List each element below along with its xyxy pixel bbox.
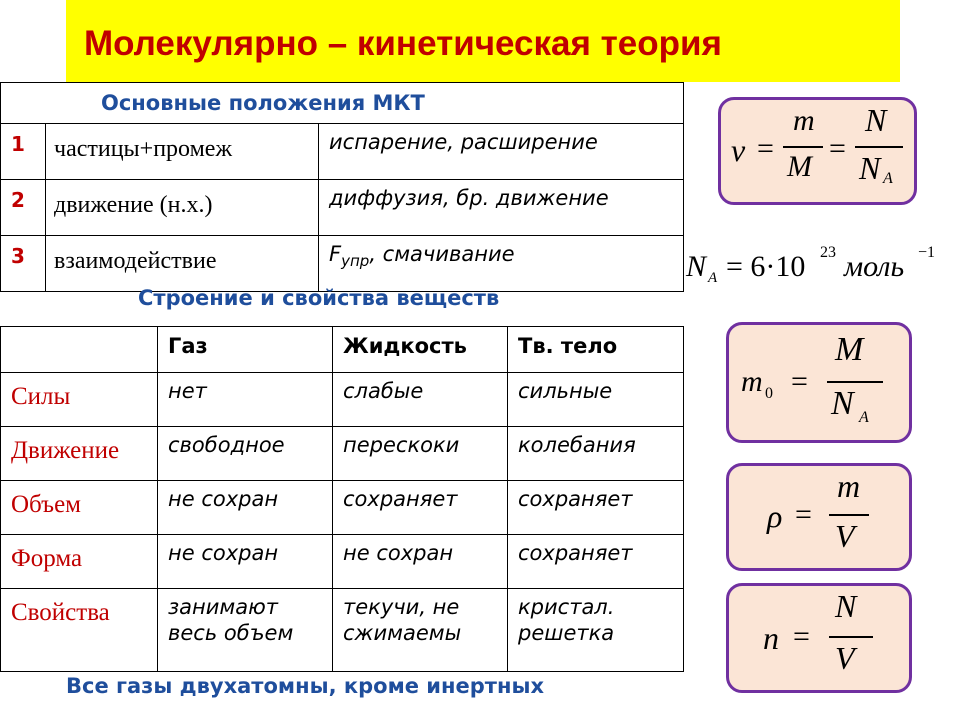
mkt-row-property: частицы+промеж [46, 124, 319, 180]
numerator: M [835, 331, 864, 368]
fraction-line [855, 146, 903, 148]
unit: моль [844, 250, 905, 283]
formula-amount-of-substance [718, 97, 917, 205]
table-cell: кристал. решетка [508, 589, 684, 672]
table-row [1, 373, 684, 427]
column-header-solid: Тв. тело [508, 327, 684, 373]
states-corner-cell [1, 327, 158, 373]
denominator: V [835, 518, 855, 554]
formula-concentration [726, 583, 912, 693]
subscript: A [859, 409, 869, 426]
table-row [1, 589, 684, 672]
avogadro-value: = 6·10 [726, 250, 806, 283]
mkt-heading: Основные положения МКТ [101, 91, 425, 115]
equals-sign: = [757, 132, 774, 165]
page-title: Молекулярно – кинетическая теория [84, 24, 722, 63]
mkt-row-example [319, 236, 684, 292]
mkt-row [1, 124, 684, 180]
table-cell: нет [158, 373, 333, 427]
mkt-row-property: взаимодействие [46, 236, 319, 292]
table-cell: сильные [508, 373, 684, 427]
numerator: N [835, 588, 857, 624]
row-label: Свойства [1, 589, 158, 672]
numerator: m [837, 468, 861, 504]
table-cell: сохраняет [508, 535, 684, 589]
table-cell: свободное [158, 427, 333, 481]
equals-sign: = [791, 365, 808, 398]
fraction-line [783, 146, 823, 148]
rho-symbol: ρ [767, 498, 783, 534]
states-header-row [1, 327, 684, 373]
formula-molecule-mass [726, 322, 912, 443]
footer-note: Все газы двухатомны, кроме инертных [66, 674, 545, 698]
formula-density [726, 463, 912, 571]
denominator: V [835, 640, 855, 676]
table-cell: сохраняет [508, 481, 684, 535]
column-header-liquid: Жидкость [333, 327, 508, 373]
mkt-heading-cell [1, 83, 684, 124]
subscript: A [708, 270, 718, 286]
force-symbol: F [329, 242, 342, 266]
table-row [1, 427, 684, 481]
m-symbol: m [741, 365, 763, 398]
mkt-row-example: диффузия, бр. движение [319, 180, 684, 236]
table-cell: не сохран [333, 535, 508, 589]
row-label: Объем [1, 481, 158, 535]
table-cell: не сохран [158, 535, 333, 589]
table-cell: занимают весь объем [158, 589, 333, 672]
equals-sign: = [829, 132, 846, 165]
table-cell: колебания [508, 427, 684, 481]
table-cell: сохраняет [333, 481, 508, 535]
numerator: N [865, 102, 887, 138]
equals-sign: = [795, 498, 812, 531]
mkt-row-number: 2 [1, 180, 46, 236]
avogadro-symbol: N [686, 250, 707, 283]
subscript: 0 [765, 385, 773, 402]
mkt-row-property: движение (н.х.) [46, 180, 319, 236]
equals-sign: = [793, 620, 810, 653]
mkt-table [0, 82, 684, 292]
nu-symbol: ν [731, 132, 746, 168]
fraction-line [827, 381, 883, 383]
table-cell: текучи, не сжимаемы [333, 589, 508, 672]
table-cell: не сохран [158, 481, 333, 535]
mkt-row-number: 3 [1, 236, 46, 292]
mkt-row-example: испарение, расширение [319, 124, 684, 180]
fraction-line [829, 636, 873, 638]
table-row [1, 481, 684, 535]
fraction-line [829, 514, 869, 516]
row-label: Форма [1, 535, 158, 589]
row-label: Силы [1, 373, 158, 427]
denominator: N [859, 150, 881, 186]
mkt-row [1, 236, 684, 292]
table-cell: слабые [333, 373, 508, 427]
states-table [0, 326, 684, 672]
table-row [1, 535, 684, 589]
force-subscript: упр [341, 252, 370, 271]
numerator: m [793, 104, 815, 137]
column-header-gas: Газ [158, 327, 333, 373]
unit-exponent: −1 [918, 244, 936, 261]
table-cell: перескоки [333, 427, 508, 481]
avogadro-constant [686, 244, 946, 294]
mkt-row [1, 180, 684, 236]
mkt-row-number: 1 [1, 124, 46, 180]
denominator: N [831, 385, 854, 422]
row-label: Движение [1, 427, 158, 481]
states-heading: Строение и свойства веществ [138, 286, 500, 310]
denominator: M [787, 150, 812, 183]
exponent: 23 [820, 244, 836, 261]
example-rest: , смачивание [369, 242, 515, 266]
subscript: A [883, 170, 893, 187]
n-symbol: n [763, 620, 779, 656]
title-bar [66, 0, 900, 82]
